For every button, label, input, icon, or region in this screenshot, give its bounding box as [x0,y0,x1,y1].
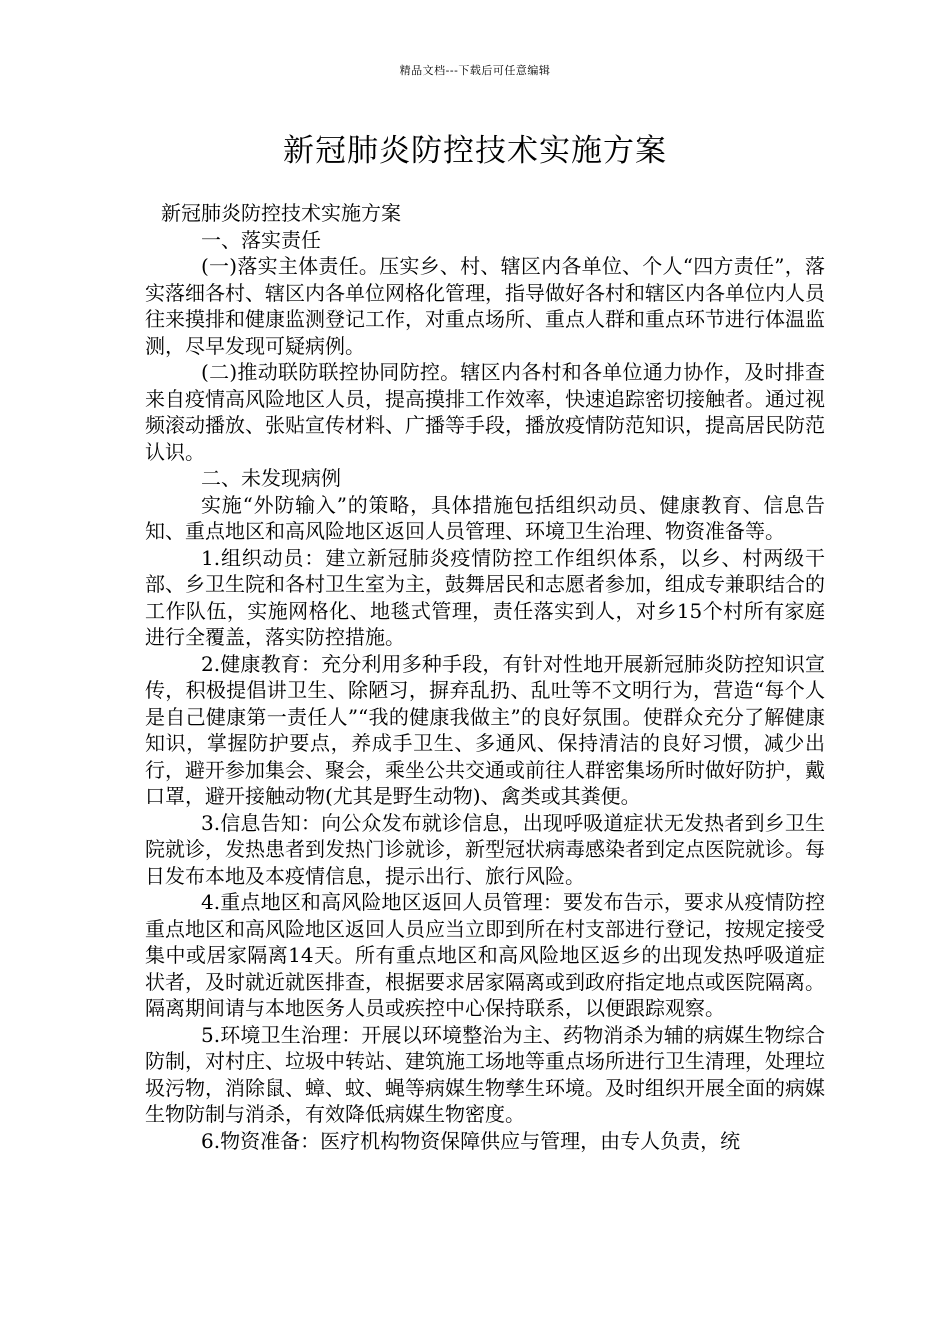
body-paragraph: 实施“外防输入”的策略，具体措施包括组织动员、健康教育、信息告知、重点地区和高风险地区返回人员管理、环境卫生治理、物资准备等。 [145,492,825,543]
body-paragraph: 5.环境卫生治理：开展以环境整治为主、药物消杀为辅的病媒生物综合防制，对村庄、垃圾中转站、建筑施工场地等重点场所进行卫生清理，处理垃圾污物，消除鼠、蟑、蚊、蝇等病媒生物孳生环境。及时组织开展全面的病媒生物防制与消杀，有效降低病媒生物密度。 [145,1022,825,1126]
document-body [145,200,825,1154]
document-subtitle: 新冠肺炎防控技术实施方案 [161,201,401,225]
body-paragraph: 2.健康教育：充分利用多种手段，有针对性地开展新冠肺炎防控知识宣传，积极提倡讲卫生、除陋习，摒弃乱扔、乱吐等不文明行为，营造“每个人是自己健康第一责任人”“我的健康我做主”的良好氛围。使群众充分了解健康知识，掌握防护要点，养成手卫生、多通风、保持清洁的良好习惯，减少出行，避开参加集会、聚会，乘坐公共交通或前往人群密集场所时做好防护，戴口罩，避开接触动物(尤其是野生动物)、禽类或其粪便。 [145,651,825,808]
body-paragraph: 1.组织动员：建立新冠肺炎疫情防控工作组织体系，以乡、村两级干部、乡卫生院和各村卫生室为主，鼓舞居民和志愿者参加，组成专兼职结合的工作队伍，实施网格化、地毯式管理，责任落实到人，对乡15个村所有家庭进行全覆盖，落实防控措施。 [145,545,825,649]
page-header: 精品文档---下载后可任意编辑 [399,64,551,77]
body-paragraph: 3.信息告知：向公众发布就诊信息，出现呼吸道症状无发热者到乡卫生院就诊，发热患者到发热门诊就诊，新型冠状病毒感染者到定点医院就诊。每日发布本地及本疫情信息，提示出行、旅行风险。 [145,810,825,888]
body-paragraph: (一)落实主体责任。压实乡、村、辖区内各单位、个人“四方责任”，落实落细各村、辖区内各单位网格化管理，指导做好各村和辖区内各单位内人员往来摸排和健康监测登记工作，对重点场所、重点人群和重点环节进行体温监测，尽早发现可疑病例。 [145,254,825,358]
body-paragraph: 4.重点地区和高风险地区返回人员管理：要发布告示，要求从疫情防控重点地区和高风险地区返回人员应当立即到所在村支部进行登记，按规定接受集中或居家隔离14天。所有重点地区和高风险地区返乡的出现发热呼吸道症状者，及时就近就医排查，根据要求居家隔离或到政府指定地点或医院隔离。隔离期间请与本地医务人员或疾控中心保持联系，以便跟踪观察。 [145,890,825,1020]
section-heading-1: 一、落实责任 [201,227,321,252]
body-paragraph: 6.物资准备：医疗机构物资保障供应与管理，由专人负责，统 [201,1128,741,1153]
document-title: 新冠肺炎防控技术实施方案 [283,133,667,169]
section-heading-2: 二、未发现病例 [201,466,341,490]
body-paragraph: (二)推动联防联控协同防控。辖区内各村和各单位通力协作，及时排查来自疫情高风险地区人员，提高摸排工作效率，快速追踪密切接触者。通过视频滚动播放、张贴宣传材料、广播等手段，播放疫情防范知识，提高居民防范认识。 [145,360,825,464]
